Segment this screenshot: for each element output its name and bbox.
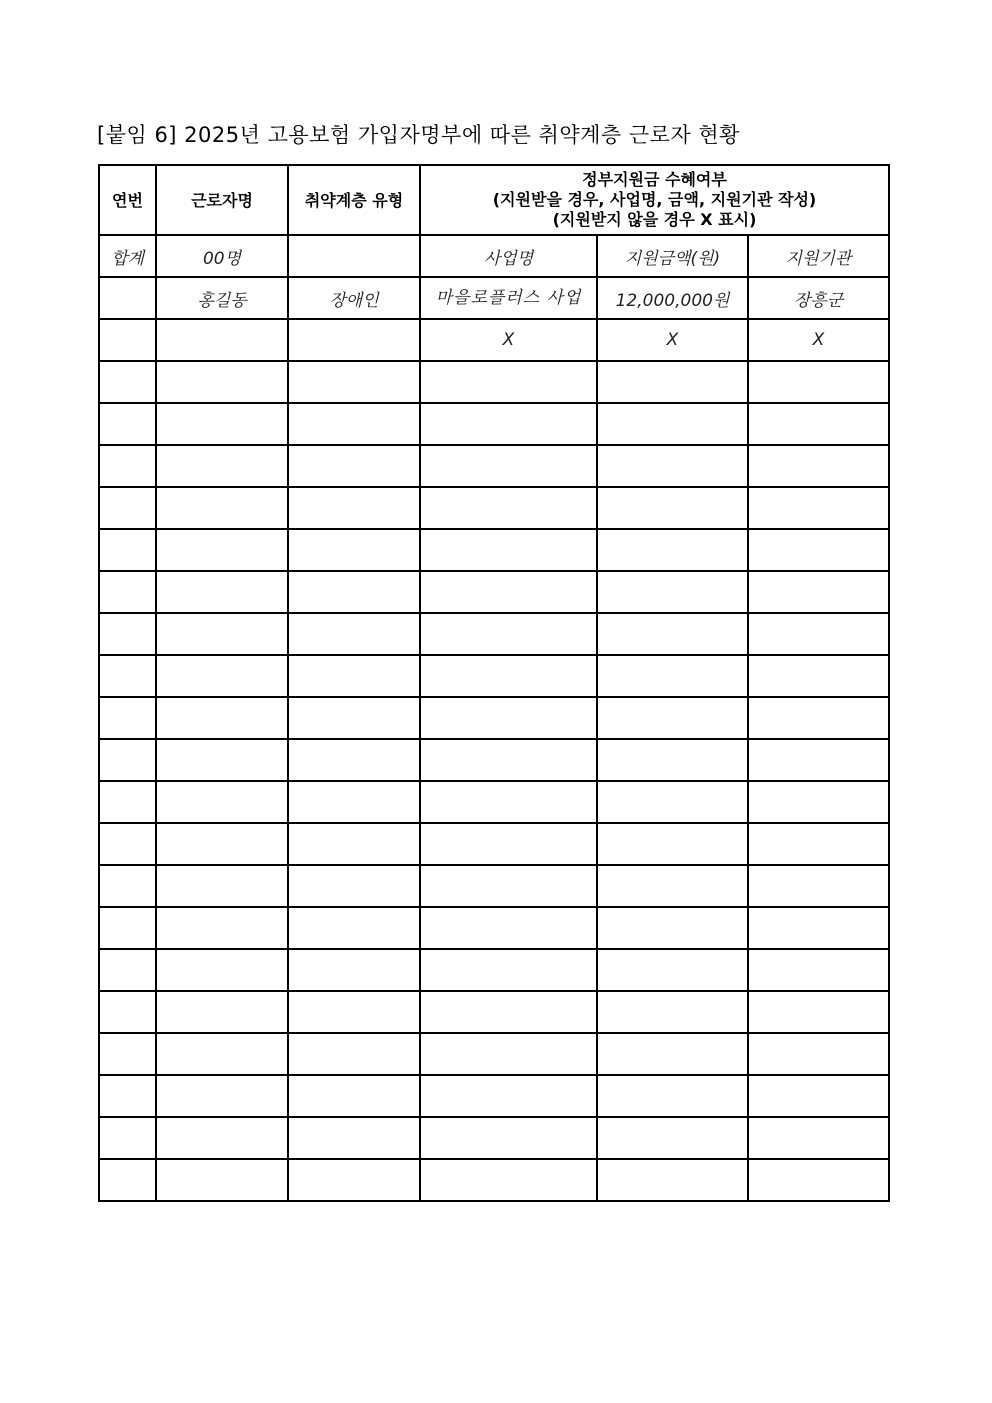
summary-no: 합계 [99,235,156,277]
table-cell [420,655,597,697]
example-row [99,277,889,319]
table-cell [99,655,156,697]
table-cell [597,487,748,529]
table-cell [288,697,420,739]
table-cell [420,403,597,445]
table-cell [288,1159,420,1201]
table-cell [748,403,889,445]
table-row [99,571,889,613]
table-cell [288,529,420,571]
table-cell [748,487,889,529]
table-cell [420,991,597,1033]
table-cell: 장흥군 [748,277,889,319]
table-row [99,1159,889,1201]
table-cell [156,907,288,949]
table-cell [99,571,156,613]
table-cell [288,655,420,697]
table-cell [597,823,748,865]
table-cell [420,487,597,529]
table-cell [420,445,597,487]
table-cell [156,1075,288,1117]
table-row [99,865,889,907]
table-cell [288,361,420,403]
summary-agency: 지원기관 [748,235,889,277]
table-cell [156,571,288,613]
table-cell [156,529,288,571]
summary-project: 사업명 [420,235,597,277]
table-cell [99,613,156,655]
table-row [99,403,889,445]
table-cell [99,739,156,781]
table-cell [748,445,889,487]
document-title: [붙임 6] 2025년 고용보험 가입자명부에 따른 취약계층 근로자 현황 [97,123,740,147]
header-gov-line2: (지원받을 경우, 사업명, 금액, 지원기관 작성) [492,190,817,209]
table-cell [99,1075,156,1117]
table-cell: 마을로플러스 사업 [420,277,597,319]
table-cell [156,697,288,739]
table-cell [99,781,156,823]
table-cell [597,1117,748,1159]
table-cell [156,739,288,781]
table-cell [99,403,156,445]
table-cell [420,613,597,655]
table-cell [748,1033,889,1075]
header-row [99,165,889,235]
table-cell: 12,000,000원 [597,277,748,319]
table-cell [156,781,288,823]
table-cell [288,613,420,655]
table-cell [748,781,889,823]
table-cell [288,571,420,613]
table-cell [597,361,748,403]
table-cell [420,781,597,823]
table-cell: X [420,319,597,361]
table-cell [156,1117,288,1159]
table-cell [420,361,597,403]
table-row [99,823,889,865]
table-cell [597,865,748,907]
table-cell [156,487,288,529]
table-cell [156,361,288,403]
header-no: 연번 [99,165,156,235]
table-row [99,739,889,781]
table-cell [288,403,420,445]
table-cell [288,907,420,949]
table-row [99,991,889,1033]
table-cell [288,991,420,1033]
summary-name: 00명 [156,235,288,277]
table-cell [748,1075,889,1117]
table-cell [99,319,156,361]
table-cell [99,823,156,865]
table-cell [748,907,889,949]
table-cell [99,487,156,529]
table-cell [99,697,156,739]
table-cell [99,907,156,949]
table-cell [99,865,156,907]
table-cell [597,1159,748,1201]
header-worker-name: 근로자명 [156,165,288,235]
table-cell [597,613,748,655]
table-cell [288,487,420,529]
table-cell [288,949,420,991]
table-row [99,949,889,991]
table-cell [748,529,889,571]
table-cell: X [748,319,889,361]
table-cell [597,1033,748,1075]
table-cell [156,613,288,655]
header-gov-line1: 정부지원금 수혜여부 [582,170,727,189]
table-row [99,529,889,571]
table-cell [99,277,156,319]
table-row [99,1075,889,1117]
table-cell [420,739,597,781]
table-cell [156,949,288,991]
table-cell [748,1159,889,1201]
summary-type [288,235,420,277]
table-cell [748,571,889,613]
table-cell [420,571,597,613]
table-cell [156,403,288,445]
table-cell [99,361,156,403]
table-cell [420,907,597,949]
table-cell [156,319,288,361]
table-cell [99,1033,156,1075]
table-cell [748,655,889,697]
summary-amount: 지원금액(원) [597,235,748,277]
table-cell [156,823,288,865]
table-cell [597,949,748,991]
table-row [99,487,889,529]
table-cell [748,949,889,991]
table-cell [420,949,597,991]
table-cell [99,1117,156,1159]
table-cell [748,697,889,739]
example-row [99,319,889,361]
table-row [99,1033,889,1075]
table-cell [99,991,156,1033]
table-cell [597,991,748,1033]
table-row [99,613,889,655]
table-cell [420,1075,597,1117]
table-cell [99,1159,156,1201]
table-cell [597,571,748,613]
table-cell [597,445,748,487]
table-cell [597,781,748,823]
table-cell [597,697,748,739]
table-cell [288,823,420,865]
table-cell [99,445,156,487]
table-cell [156,865,288,907]
table-row [99,655,889,697]
table-cell [748,823,889,865]
table-cell [597,403,748,445]
table-cell [99,529,156,571]
table-cell [156,1159,288,1201]
table-cell [288,319,420,361]
table-cell [748,1117,889,1159]
table-cell [597,655,748,697]
table-cell [420,1159,597,1201]
table-cell: X [597,319,748,361]
table-cell [420,823,597,865]
table-cell: 홍길동 [156,277,288,319]
table-cell [420,697,597,739]
table-cell [99,949,156,991]
table-cell [420,529,597,571]
table-cell [748,361,889,403]
table-cell [288,1117,420,1159]
vulnerable-worker-table [98,164,890,1202]
table-cell [597,1075,748,1117]
table-cell [748,739,889,781]
table-cell [288,865,420,907]
table-cell [748,613,889,655]
table-cell [156,1033,288,1075]
table-cell [748,865,889,907]
table-cell [156,991,288,1033]
table-cell [597,739,748,781]
table-row [99,361,889,403]
table-row [99,907,889,949]
table-cell: 장애인 [288,277,420,319]
header-gov-line3: (지원받지 않을 경우 X 표시) [552,210,757,229]
table-row [99,781,889,823]
header-gov-subsidy [420,165,889,235]
table-cell [288,739,420,781]
table-cell [597,529,748,571]
table-cell [597,907,748,949]
table-cell [420,1117,597,1159]
header-vulnerable-type: 취약계층 유형 [288,165,420,235]
table-cell [288,1033,420,1075]
table-row [99,697,889,739]
table-cell [420,865,597,907]
table-cell [288,445,420,487]
table-cell [288,781,420,823]
table-cell [156,655,288,697]
table-cell [156,445,288,487]
table-row [99,445,889,487]
table-cell [288,1075,420,1117]
table-cell [420,1033,597,1075]
table-row [99,1117,889,1159]
table-cell [748,991,889,1033]
summary-row [99,235,889,277]
